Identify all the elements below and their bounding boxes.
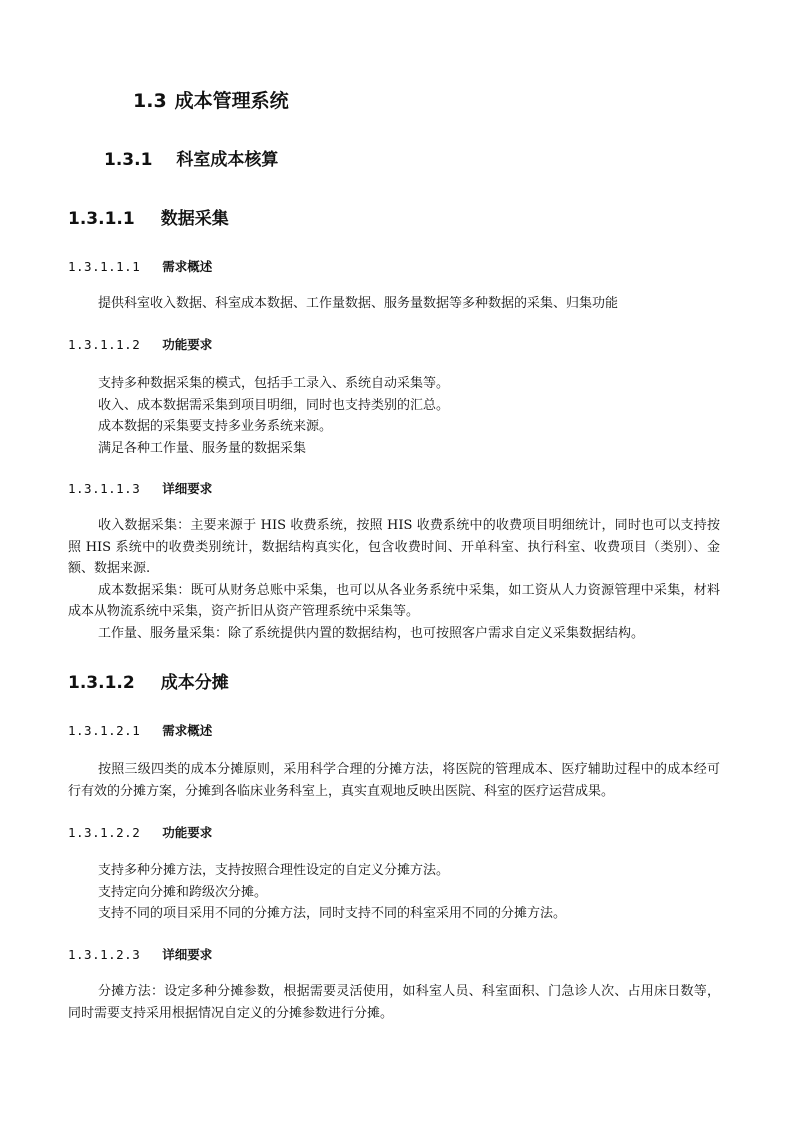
paragraph [68, 759, 720, 802]
heading-number: 1.3.1.1.1 [68, 259, 141, 274]
paragraph-text: 满足各种工作量、服务量的数据采集 [98, 440, 307, 456]
heading-1-3-1-1 [68, 204, 229, 229]
heading-number: 1.3.1.2.2 [68, 825, 141, 840]
heading-number: 1.3.1.1.3 [68, 481, 141, 496]
heading-text: 需求概述 [162, 723, 213, 738]
heading-number: 1.3.1 [104, 150, 153, 170]
heading-number: 1.3.1.1 [68, 209, 135, 229]
paragraph-text: 支持多种分摊方法，支持按照合理性设定的自定义分摊方法。 [98, 863, 450, 878]
paragraph-text: 按照三级四类的成本分摊原则，采用科学合理的分摊方法，将医院的管理成本、医疗辅助过程中的成本经可行有效的分摊方案，分摊到各临床业务科室上，真实直观地反映出医院、科室的医疗运营成果。 [68, 762, 720, 799]
heading-number: 1.3 [133, 90, 167, 112]
heading-number: 1.3.1.2.1 [68, 723, 141, 738]
paragraph-text: 收入、成本数据需采集到项目明细，同时也支持类别的汇总。 [98, 397, 450, 413]
paragraph-text: 成本数据的采集要支持多业务系统来源。 [98, 419, 333, 434]
paragraph-list [68, 860, 720, 925]
paragraph-list [68, 373, 720, 459]
heading-1-3-1-2-2 [68, 823, 212, 841]
heading-text: 详细要求 [162, 481, 213, 496]
heading-text: 成本管理系统 [174, 90, 289, 112]
paragraph-text: 成本数据采集：既可从财务总账中采集，也可以从各业务系统中采集，如工资从人力资源管理中采集，材料成本从物流系统中采集，资产折旧从资产管理系统中采集等。 [68, 582, 720, 619]
paragraph-text: 支持定向分摊和跨级次分摊。 [98, 884, 268, 900]
heading-1-3-1-1-2 [68, 335, 212, 353]
paragraph-text: 收入数据采集：主要来源于 HIS 收费系统，按照 HIS 收费系统中的收费项目明细统计，同时也可以支持按照 HIS 系统中的收费类别统计，数据结构真实化，包含收费时间、开单科室、执行科室、收费项目（类别）、金额、数据来源. [68, 518, 720, 576]
heading-1-3-1-1-1 [68, 257, 212, 275]
heading-text: 需求概述 [162, 259, 213, 274]
paragraph-list [68, 515, 720, 644]
paragraph [68, 981, 720, 1024]
heading-1-3-1-2-3 [68, 945, 212, 963]
heading-number: 1.3.1.2.3 [68, 947, 141, 962]
paragraph-text: 分摊方法：设定多种分摊参数，根据需要灵活使用，如科室人员、科室面积、门急诊人次、占用床日数等，同时需要支持采用根据情况自定义的分摊参数进行分摊。 [68, 984, 720, 1021]
heading-1-3 [133, 86, 289, 113]
heading-1-3-1 [104, 145, 278, 170]
paragraph-text: 工作量、服务量采集：除了系统提供内置的数据结构，也可按照客户需求自定义采集数据结构。 [98, 625, 645, 641]
heading-text: 科室成本核算 [176, 150, 279, 170]
heading-text: 数据采集 [160, 209, 229, 229]
heading-number: 1.3.1.1.2 [68, 337, 141, 352]
heading-text: 功能要求 [162, 825, 213, 840]
heading-1-3-1-2-1 [68, 721, 212, 739]
paragraph-text: 提供科室收入数据、科室成本数据、工作量数据、服务量数据等多种数据的采集、归集功能 [98, 296, 619, 311]
heading-text: 功能要求 [162, 337, 213, 352]
heading-text: 详细要求 [162, 947, 213, 962]
paragraph-text: 支持多种数据采集的模式，包括手工录入、系统自动采集等。 [98, 376, 450, 391]
paragraph [68, 293, 720, 315]
heading-text: 成本分摊 [160, 673, 229, 693]
heading-1-3-1-2 [68, 668, 229, 693]
heading-1-3-1-1-3 [68, 479, 212, 497]
paragraph-text: 支持不同的项目采用不同的分摊方法，同时支持不同的科室采用不同的分摊方法。 [98, 906, 567, 921]
heading-number: 1.3.1.2 [68, 673, 135, 693]
